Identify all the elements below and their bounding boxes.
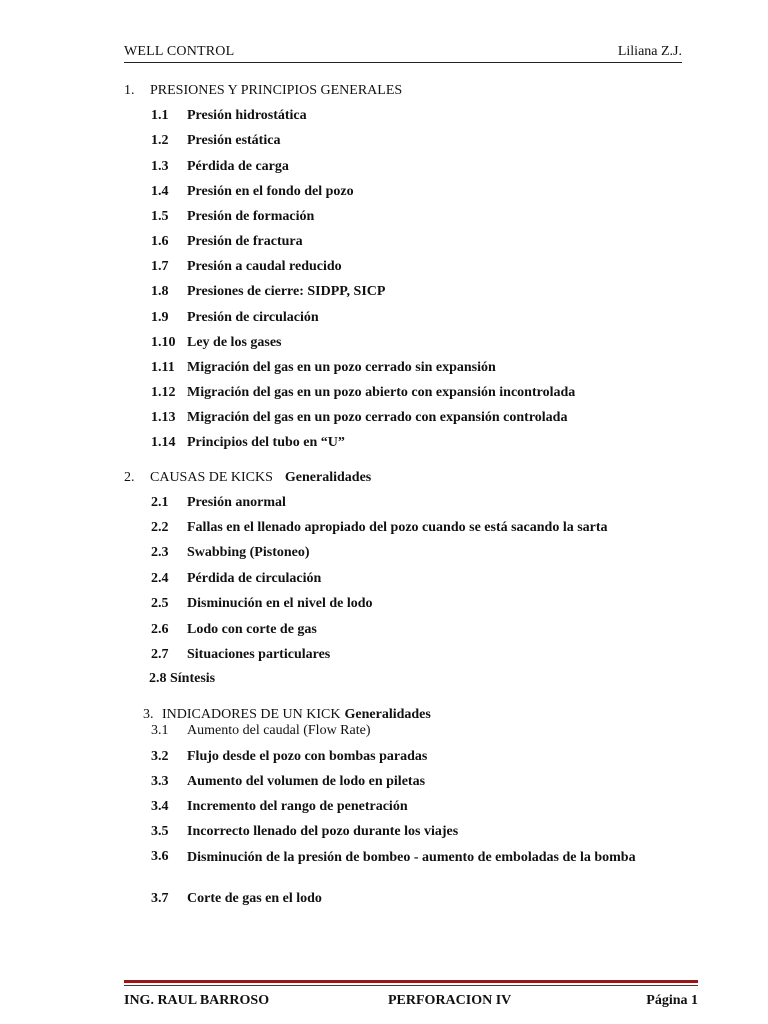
item-text: Presiones de cierre: SIDPP, SICP [187,284,386,299]
item-number: 3.3 [151,774,169,789]
section-number: 3. [143,707,154,722]
item-text: Migración del gas en un pozo cerrado sin expansión [187,360,496,375]
item-number: 3.6 [151,849,169,864]
item-number: 1.2 [151,133,169,148]
item-text: Pérdida de carga [187,159,289,174]
item-text: Lodo con corte de gas [187,622,317,637]
item-number: 1.14 [151,435,176,450]
footer-author: ING. RAUL BARROSO [124,993,270,1008]
item-text: Aumento del volumen de lodo en piletas [187,774,426,789]
section-heading-3 [143,707,431,723]
item-text: Ley de los gases [187,335,282,350]
item-number: 2.5 [151,596,169,611]
item-number: 2.6 [151,622,169,637]
item-text: Swabbing (Pistoneo) [187,545,310,560]
item-text: Presión de fractura [187,234,303,249]
footer-course: PERFORACION IV [388,993,512,1008]
item-text: Principios del tubo en “U” [187,435,345,450]
item-number: 1.10 [151,335,176,350]
item-text: Aumento del caudal (Flow Rate) [187,723,371,738]
footer-rule-thin [124,985,698,986]
item-number: 1.9 [151,310,169,325]
item-number: 3.7 [151,891,169,906]
item-text: Disminución en el nivel de lodo [187,596,373,611]
item-number: 1.12 [151,385,176,400]
header-rule [124,62,682,63]
item-number: 1.6 [151,234,169,249]
footer-rule [124,980,698,983]
item-text: Presión de circulación [187,310,319,325]
item-text: Incremento del rango de penetración [187,799,408,814]
item-number: 1.3 [151,159,169,174]
header-title: WELL CONTROL [124,44,235,59]
item-number: 2.7 [151,647,169,662]
footer-page-number: Página 1 [646,993,698,1008]
item-text: Situaciones particulares [187,647,331,662]
item-number: 3.5 [151,824,169,839]
item-number: 1.13 [151,410,176,425]
section-heading-1 [124,83,402,99]
item-text: Presión en el fondo del pozo [187,184,354,199]
item-text: Migración del gas en un pozo abierto con expansión incontrolada [187,385,576,400]
section-title: PRESIONES Y PRINCIPIOS GENERALES [150,83,403,98]
section-heading-2 [124,470,371,486]
item-number: 2.2 [151,520,169,535]
item-number: 3.4 [151,799,169,814]
item-text: Incorrecto llenado del pozo durante los viajes [187,824,459,839]
header-author: Liliana Z.J. [617,44,682,59]
section-title: CAUSAS DE KICKS [150,470,273,485]
item-text: Presión hidrostática [187,108,307,123]
item-text: Corte de gas en el lodo [187,891,322,906]
item-text: Migración del gas en un pozo cerrado con expansión controlada [187,410,568,425]
item-text: Disminución de la presión de bombeo - aumento de emboladas de la bomba [187,850,636,865]
section-title-suffix: Generalidades [284,470,372,485]
item-number: 1.8 [151,284,169,299]
section-number: 2. [124,470,135,485]
item-text: Síntesis [170,671,216,686]
toc-item [151,723,371,739]
item-number: 3.1 [151,723,169,738]
section-number: 1. [124,83,135,98]
item-text: Presión de formación [187,209,315,224]
item-number: 2.1 [151,495,169,510]
item-number: 1.4 [151,184,169,199]
item-text: Presión estática [187,133,281,148]
item-number: 2.3 [151,545,169,560]
item-number: 1.1 [151,108,169,123]
item-text: Pérdida de circulación [187,571,322,586]
section-title: INDICADORES DE UN KICK [162,707,341,722]
item-number: 1.5 [151,209,169,224]
item-number: 1.11 [151,360,175,375]
item-number: 2.4 [151,571,169,586]
item-text: Presión anormal [187,495,286,510]
item-text: Fallas en el llenado apropiado del pozo cuando se está sacando la sarta [187,520,608,535]
page-header [124,44,682,64]
item-number: 2.8 [149,671,167,686]
item-text: Presión a caudal reducido [187,259,342,274]
item-number: 3.2 [151,749,169,764]
section-title-suffix: Generalidades [344,707,431,722]
item-text: Flujo desde el pozo con bombas paradas [187,749,428,764]
item-number: 1.7 [151,259,169,274]
toc-item [149,671,215,687]
